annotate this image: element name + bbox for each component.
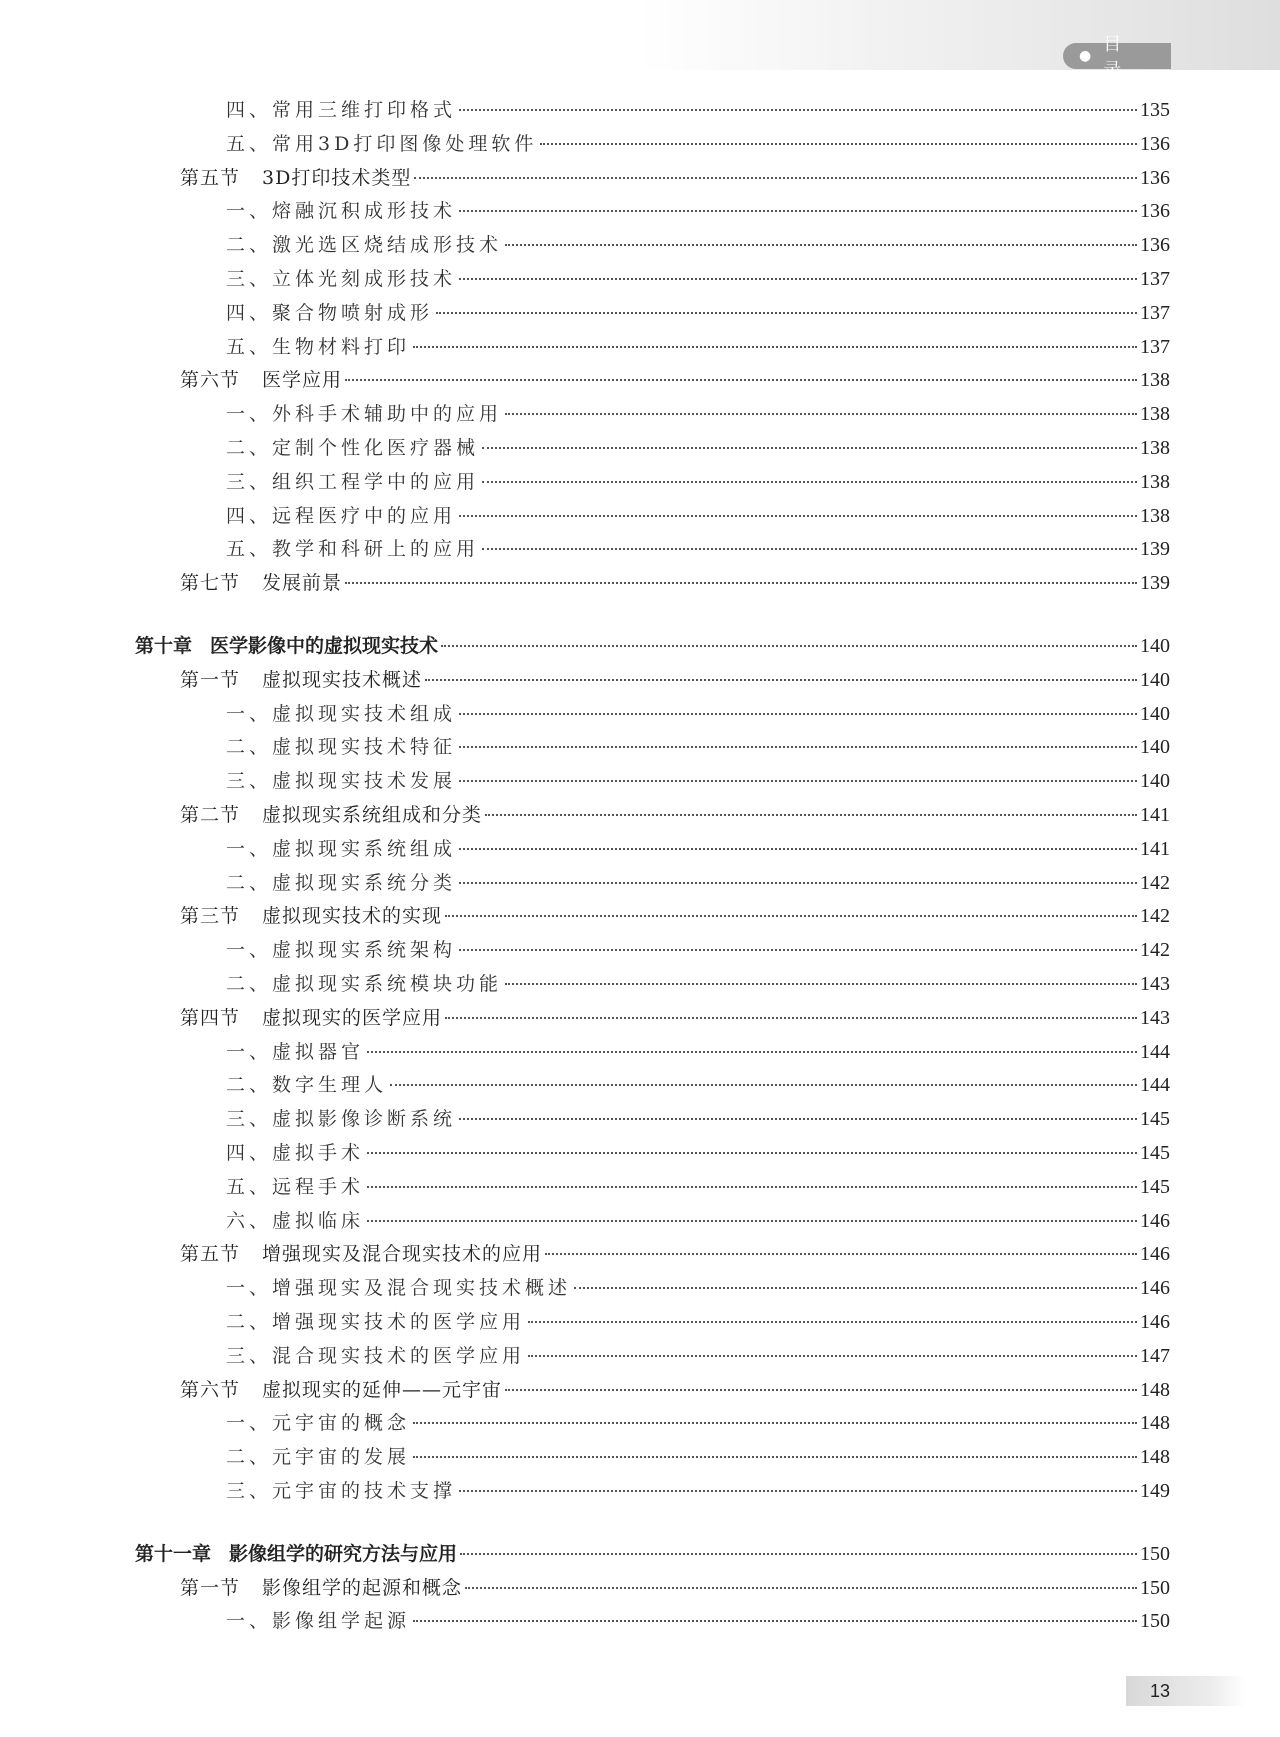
toc-entry-title: 虚拟现实系统组成和分类: [262, 804, 483, 826]
toc-page-number: 145: [1140, 1176, 1170, 1198]
toc-entry-number: 第七节: [180, 572, 241, 594]
toc-page-number: 138: [1140, 505, 1170, 527]
toc-page-number: 139: [1140, 572, 1170, 594]
toc-item[interactable]: [226, 1170, 1170, 1204]
toc-page-number: 141: [1140, 838, 1170, 860]
toc-section[interactable]: [180, 363, 1170, 397]
dot-leader: [413, 346, 1137, 348]
toc-entry-title: 影像组学的起源和概念: [262, 1577, 463, 1599]
toc-page-number: 146: [1140, 1243, 1170, 1265]
toc-page-number: 140: [1140, 736, 1170, 758]
toc-page-number: 140: [1140, 770, 1170, 792]
toc-page-number: 145: [1140, 1108, 1170, 1130]
dot-leader: [445, 1017, 1137, 1019]
toc-page-number: 146: [1140, 1311, 1170, 1333]
toc-entry-number: 第五节: [180, 1243, 241, 1265]
toc-page-number: 147: [1140, 1345, 1170, 1367]
toc-entry-label: 二、激光选区烧结成形技术: [226, 234, 503, 256]
toc-section[interactable]: [180, 161, 1170, 195]
toc-entry-label: 二、虚拟现实技术特征: [226, 736, 457, 758]
toc-entry-label: 一、虚拟器官: [226, 1041, 365, 1063]
toc-entry-label: 六、虚拟临床: [226, 1210, 365, 1232]
toc-page-number: 150: [1140, 1543, 1170, 1565]
dot-leader: [528, 1355, 1137, 1357]
toc-entry-label: [180, 363, 342, 397]
toc-page-number: 138: [1140, 437, 1170, 459]
toc-item[interactable]: [226, 730, 1170, 764]
toc-item[interactable]: [226, 1406, 1170, 1440]
toc-item[interactable]: [226, 1474, 1170, 1508]
toc-section[interactable]: [180, 1373, 1170, 1407]
dot-leader: [482, 548, 1137, 550]
toc-entry-number: 第一节: [180, 669, 241, 691]
toc-item[interactable]: [226, 1440, 1170, 1474]
toc-entry-label: 一、虚拟现实系统组成: [226, 838, 457, 860]
toc-entry-label: 一、虚拟现实系统架构: [226, 939, 457, 961]
toc-page-number: 144: [1140, 1074, 1170, 1096]
toc-item[interactable]: [226, 866, 1170, 900]
toc-entry-label: [180, 798, 482, 832]
toc-entry-title: 医学影像中的虚拟现实技术: [210, 635, 439, 657]
toc-page-number: 143: [1140, 973, 1170, 995]
toc-entry-title: 虚拟现实技术概述: [262, 669, 423, 691]
toc-entry-label: 三、虚拟影像诊断系统: [226, 1108, 457, 1130]
toc-entry-label: [180, 1237, 542, 1271]
toc-page-number: 137: [1140, 302, 1170, 324]
toc-item[interactable]: [226, 832, 1170, 866]
toc-chapter[interactable]: [135, 629, 1170, 663]
dot-leader: [390, 1084, 1137, 1086]
dot-leader: [413, 1620, 1137, 1622]
toc-entry-title: 发展前景: [262, 572, 343, 594]
dot-leader: [413, 1456, 1137, 1458]
toc-page-number: 136: [1140, 133, 1170, 155]
toc-page-number: 136: [1140, 234, 1170, 256]
toc-page-number: 145: [1140, 1142, 1170, 1164]
dot-leader: [459, 780, 1137, 782]
dot-leader: [505, 244, 1137, 246]
toc-item[interactable]: [226, 532, 1170, 566]
dot-leader: [414, 177, 1137, 179]
toc-entry-label: 二、虚拟现实系统模块功能: [226, 973, 503, 995]
toc-entry-title: 医学应用: [262, 369, 343, 391]
toc-page-number: 150: [1140, 1610, 1170, 1632]
toc-entry-label: 一、熔融沉积成形技术: [226, 200, 457, 222]
dot-leader: [540, 143, 1137, 145]
toc-entry-label: 三、元宇宙的技术支撑: [226, 1480, 457, 1502]
toc-page-number: 139: [1140, 538, 1170, 560]
toc-page-number: 138: [1140, 403, 1170, 425]
toc-item[interactable]: [226, 1271, 1170, 1305]
toc-item[interactable]: [226, 1204, 1170, 1238]
toc-item[interactable]: [226, 1136, 1170, 1170]
toc-item[interactable]: [226, 127, 1170, 161]
toc-page-number: 142: [1140, 872, 1170, 894]
dot-leader: [441, 645, 1137, 647]
toc-entry-label: 一、虚拟现实技术组成: [226, 703, 457, 725]
toc-entry-label: 二、增强现实技术的医学应用: [226, 1311, 526, 1333]
toc-item[interactable]: [226, 933, 1170, 967]
toc-entry-label: 三、组织工程学中的应用: [226, 471, 480, 493]
section-tab: [1063, 34, 1171, 81]
toc-section[interactable]: [180, 798, 1170, 832]
toc-page-number: 143: [1140, 1007, 1170, 1029]
toc-entry-label: 二、定制个性化医疗器械: [226, 437, 480, 459]
toc-entry-label: 一、外科手术辅助中的应用: [226, 403, 503, 425]
toc-page-number: 140: [1140, 635, 1170, 657]
toc-section[interactable]: [180, 663, 1170, 697]
toc-entry-number: 第六节: [180, 369, 241, 391]
toc-page-number: 149: [1140, 1480, 1170, 1502]
toc-item[interactable]: [226, 1035, 1170, 1069]
dot-leader: [459, 1490, 1137, 1492]
toc-entry-label: 五、生物材料打印: [226, 336, 411, 358]
dot-leader: [367, 1186, 1137, 1188]
dot-leader: [345, 379, 1137, 381]
toc-page-number: 141: [1140, 804, 1170, 826]
toc-entry-label: 四、聚合物喷射成形: [226, 302, 434, 324]
toc-page-number: 148: [1140, 1379, 1170, 1401]
toc-item[interactable]: [226, 1339, 1170, 1373]
toc-entry-label: 二、虚拟现实系统分类: [226, 872, 457, 894]
toc-item[interactable]: [226, 1102, 1170, 1136]
dot-leader: [459, 278, 1137, 280]
toc-entry-number: 第二节: [180, 804, 241, 826]
toc-entry-label: [180, 1001, 442, 1035]
toc-page-number: 138: [1140, 369, 1170, 391]
toc-item[interactable]: [226, 228, 1170, 262]
toc-page-number: 142: [1140, 905, 1170, 927]
toc-entry-label: [180, 566, 342, 600]
toc-item[interactable]: [226, 93, 1170, 127]
toc-item[interactable]: [226, 296, 1170, 330]
dot-leader: [425, 679, 1137, 681]
toc-item[interactable]: [226, 499, 1170, 533]
toc-section[interactable]: [180, 1237, 1170, 1271]
dot-leader: [459, 848, 1137, 850]
toc-item[interactable]: [226, 764, 1170, 798]
toc-entry-label: [135, 629, 438, 663]
toc-entry-label: 三、虚拟现实技术发展: [226, 770, 457, 792]
dot-leader: [505, 983, 1137, 985]
toc-item[interactable]: [226, 397, 1170, 431]
toc-page-number: 137: [1140, 336, 1170, 358]
section-label: 目 录: [1103, 34, 1132, 81]
toc-entry-label: 二、元宇宙的发展: [226, 1446, 411, 1468]
dot-leader: [367, 1220, 1137, 1222]
dot-leader: [482, 481, 1137, 483]
toc-entry-label: [180, 161, 411, 195]
toc-entry-label: 四、虚拟手术: [226, 1142, 365, 1164]
dot-leader: [367, 1051, 1137, 1053]
toc-entry-number: 第六节: [180, 1379, 241, 1401]
toc-entry-number: 第十章: [135, 635, 193, 657]
toc-entry-label: 三、混合现实技术的医学应用: [226, 1345, 526, 1367]
dot-leader: [459, 882, 1137, 884]
dot-leader: [459, 949, 1137, 951]
toc-item[interactable]: [226, 697, 1170, 731]
toc-page-number: 140: [1140, 669, 1170, 691]
toc-entry-number: 第三节: [180, 905, 241, 927]
dot-leader: [459, 210, 1137, 212]
toc-item[interactable]: [226, 194, 1170, 228]
toc-entry-label: [180, 1373, 502, 1407]
toc-entry-label: 二、数字生理人: [226, 1074, 388, 1096]
bullet-icon: ●: [1079, 48, 1092, 64]
toc-item[interactable]: [226, 1068, 1170, 1102]
toc-entry-label: [180, 899, 442, 933]
toc-entry-number: 第四节: [180, 1007, 241, 1029]
toc-chapter[interactable]: [135, 1537, 1170, 1571]
toc-entry-title: 影像组学的研究方法与应用: [229, 1543, 458, 1565]
toc-entry-title: 虚拟现实的医学应用: [262, 1007, 443, 1029]
dot-leader: [459, 109, 1137, 111]
dot-leader: [436, 312, 1137, 314]
toc-item[interactable]: [226, 465, 1170, 499]
toc-entry-label: 四、远程医疗中的应用: [226, 505, 457, 527]
toc-page-number: 136: [1140, 200, 1170, 222]
dot-leader: [528, 1321, 1137, 1323]
toc-entry-number: 第一节: [180, 1577, 241, 1599]
toc-entry-label: 一、增强现实及混合现实技术概述: [226, 1277, 572, 1299]
toc-page-number: 138: [1140, 471, 1170, 493]
toc-item[interactable]: [226, 1305, 1170, 1339]
toc-entry-title: 增强现实及混合现实技术的应用: [262, 1243, 543, 1265]
toc-entry-label: 五、教学和科研上的应用: [226, 538, 480, 560]
dot-leader: [413, 1422, 1137, 1424]
dot-leader: [465, 1587, 1137, 1589]
toc-entry-label: 三、立体光刻成形技术: [226, 268, 457, 290]
toc-page-number: 135: [1140, 99, 1170, 121]
toc-item[interactable]: [226, 431, 1170, 465]
toc-page-number: 150: [1140, 1577, 1170, 1599]
toc-entry-label: 五、常用3D打印图像处理软件: [226, 133, 538, 155]
toc-entry-label: 一、元宇宙的概念: [226, 1412, 411, 1434]
dot-leader: [485, 814, 1137, 816]
toc-section[interactable]: [180, 566, 1170, 600]
toc-page-number: 148: [1140, 1446, 1170, 1468]
dot-leader: [367, 1152, 1137, 1154]
toc-entry-title: 虚拟现实技术的实现: [262, 905, 443, 927]
dot-leader: [459, 1118, 1137, 1120]
toc-page-number: 144: [1140, 1041, 1170, 1063]
dot-leader: [445, 915, 1137, 917]
toc-item[interactable]: [226, 967, 1170, 1001]
dot-leader: [459, 713, 1137, 715]
dot-leader: [505, 1389, 1137, 1391]
toc-page-number: 148: [1140, 1412, 1170, 1434]
dot-leader: [460, 1553, 1137, 1555]
toc-page-number: 140: [1140, 703, 1170, 725]
dot-leader: [482, 447, 1137, 449]
toc-page-number: 146: [1140, 1277, 1170, 1299]
toc-entry-title: 3D打印技术类型: [262, 167, 412, 189]
dot-leader: [505, 413, 1137, 415]
toc-entry-label: [180, 1571, 462, 1605]
toc-entry-label: 四、常用三维打印格式: [226, 99, 457, 121]
page-number: 13: [1149, 1681, 1171, 1701]
toc-entry-label: [135, 1537, 457, 1571]
toc-item[interactable]: [226, 330, 1170, 364]
toc-entry-label: 五、远程手术: [226, 1176, 365, 1198]
dot-leader: [545, 1253, 1137, 1255]
toc-item[interactable]: [226, 262, 1170, 296]
dot-leader: [459, 515, 1137, 517]
toc-page-number: 146: [1140, 1210, 1170, 1232]
toc-entry-title: 虚拟现实的延伸——元宇宙: [262, 1379, 503, 1401]
dot-leader: [345, 582, 1137, 584]
toc-page-number: 136: [1140, 167, 1170, 189]
toc-section[interactable]: [180, 899, 1170, 933]
toc-entry-number: 第十一章: [135, 1543, 212, 1565]
toc-page-number: 142: [1140, 939, 1170, 961]
header-gradient-band: [640, 0, 1280, 70]
toc-entry-number: 第五节: [180, 167, 241, 189]
toc-entry-label: 一、影像组学起源: [226, 1610, 411, 1632]
toc-section[interactable]: [180, 1001, 1170, 1035]
toc-section[interactable]: [180, 1571, 1170, 1605]
toc-entry-label: [180, 663, 422, 697]
toc-item[interactable]: [226, 1604, 1170, 1638]
toc-page-number: 137: [1140, 268, 1170, 290]
dot-leader: [459, 746, 1137, 748]
dot-leader: [574, 1287, 1137, 1289]
